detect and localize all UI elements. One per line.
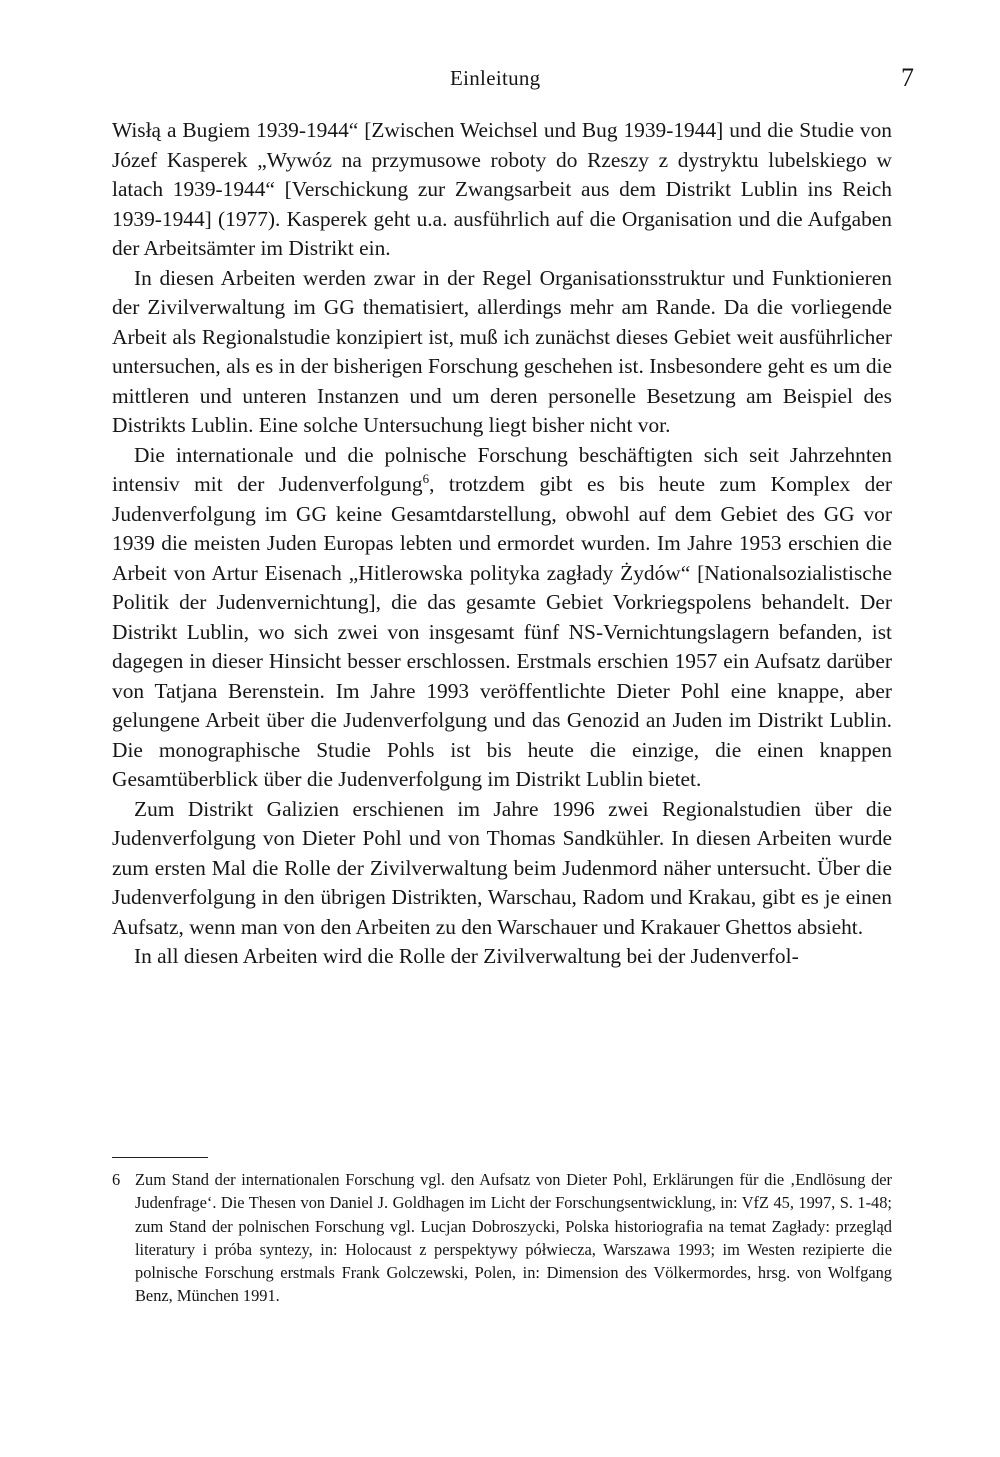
paragraph: Zum Distrikt Galizien erschienen im Jahre 1996 zwei Regionalstudien über die Judenverfolgung von Dieter Pohl und von Thomas Sandkühler. In diesen Arbeiten wurde zum ersten Mal die Rolle der Zivilverwaltung beim Judenmord näher untersucht. Über die Judenverfolgung in den übrigen Distrikten, Warschau, Radom und Krakau, gibt es je einen Aufsatz, wenn man von den Arbeiten zu den Warschauer und Krakauer Ghettos absieht. [112,796,892,939]
paragraph: In all diesen Arbeiten wird die Rolle der Zivilverwaltung bei der Judenverfol- [134,944,799,968]
body-text [112,116,892,972]
paragraph: In diesen Arbeiten werden zwar in der Regel Organisationsstruktur und Funktionieren der Zivilverwaltung im GG thematisiert, allerdings mehr am Rande. Da die vorliegende Arbeit als Regionalstudie konzipiert ist, muß ich zunächst dieses Gebiet weit ausführlicher untersuchen, als es in der bisherigen Forschung geschehen ist. Insbesondere geht es um die mittleren und unteren Instanzen und um deren personelle Besetzung am Beispiel des Distrikts Lublin. Eine solche Untersuchung liegt bisher nicht vor. [112,265,892,437]
running-head [0,63,1000,96]
footnote-text: Zum Stand der internationalen Forschung vgl. den Aufsatz von Dieter Pohl, Erklärungen für die ‚Endlösung der Judenfrage‘. Die Thesen von Daniel J. Goldhagen im Licht der Forschungsentwicklung, in: VfZ 45, 1997, S. 1-48; zum Stand der polnischen Forschung vgl. Lucjan Dobroszycki, Polska historiografia na temat Zagłady: przegląd literatury i próba syntezy, in: Holocaust z perspektywy półwiecza, Warszawa 1993; im Westen rezipierte die polnische Forschung erstmals Frank Golczewski, Polen, in: Dimension des Völkermordes, hrsg. von Wolfgang Benz, München 1991. [135,1170,892,1306]
paragraph-text: Die internationale und die polnische Forschung beschäftigten sich seit Jahrzehnten intensiv mit der Judenverfolgung [112,442,892,496]
page-number: 7 [901,63,914,92]
paragraph-text: , trotzdem gibt es bis heute zum Komplex der Judenverfolgung im GG keine Gesamtdarstellung, obwohl auf dem Gebiet des GG vor 1939 die meisten Juden Europas lebten und ermordet wurden. Im Jahre 1953 erschien die Arbeit von Artur Eisenach „Hitlerowska polityka zagłady Żydów“ [Nationalsozialistische Politik der Judenvernichtung], die das gesamte Gebiet Vorkriegspolens behandelt. Der Distrikt Lublin, wo sich zwei von insgesamt fünf NS-Vernichtungslagern befanden, ist dagegen in dieser Hinsicht besser erschlossen. Erstmals erschien 1957 ein Aufsatz darüber von Tatjana Berenstein. Im Jahre 1993 veröffentlichte Dieter Pohl eine knappe, aber gelungene Arbeit über die Judenverfolgung und das Genozid an Juden im Distrikt Lublin. Die monographische Studie Pohls ist bis heute die einzige, die einen knappen Gesamtüberblick über die Judenverfolgung im Distrikt Lublin bietet. [112,472,892,791]
footnote [112,1168,892,1308]
paragraph: Wisłą a Bugiem 1939-1944“ [Zwischen Weichsel und Bug 1939-1944] und die Studie von Józef Kasperek „Wywóz na przymusowe roboty do Rzeszy z dystryktu lubelskiego w latach 1939-1944“ [Verschickung zur Zwangsarbeit aus dem Distrikt Lublin ins Reich 1939-1944] (1977). Kasperek geht u.a. ausführlich auf die Organisation und die Aufgaben der Arbeitsämter im Distrikt ein. [112,118,892,260]
footnote-divider [112,1157,208,1158]
paragraph [112,441,892,795]
footnote-marker: 6 [112,1170,121,1189]
footnote-reference[interactable]: 6 [422,471,430,486]
footnotes [112,1168,892,1308]
running-title: Einleitung [450,66,541,90]
